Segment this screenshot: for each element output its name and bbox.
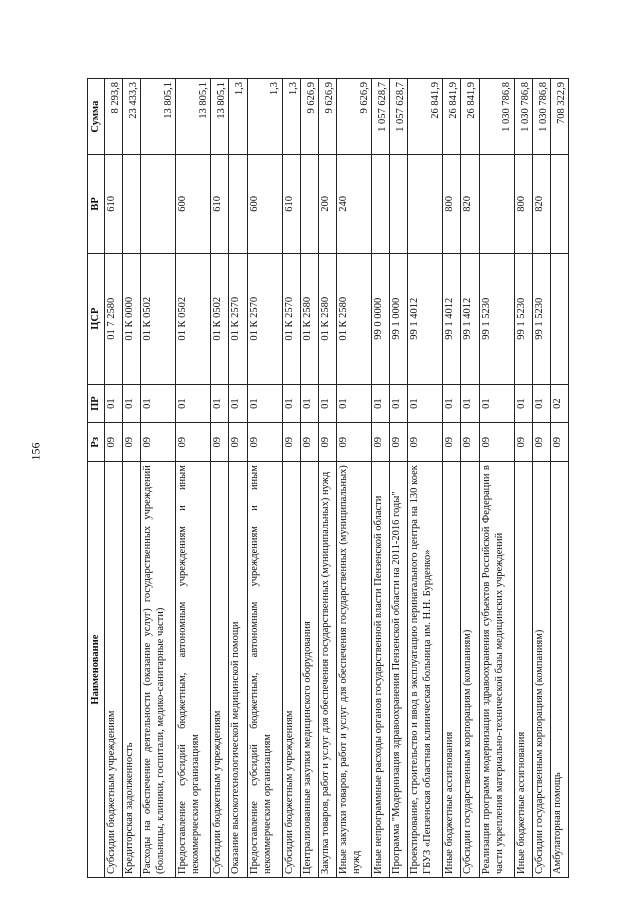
cell-vr: 820 <box>461 155 479 253</box>
cell-pr: 02 <box>550 384 568 423</box>
cell-rz: 09 <box>461 423 479 462</box>
cell-vr: 800 <box>443 155 461 253</box>
table-row <box>318 79 336 878</box>
cell-rz: 09 <box>247 423 282 462</box>
cell-vr <box>371 155 389 253</box>
cell-name: Субсидии государственным корпорациям (компаниям) <box>532 462 550 878</box>
cell-pr: 01 <box>318 384 336 423</box>
cell-vr: 600 <box>247 155 282 253</box>
cell-vr: 240 <box>336 155 371 253</box>
cell-name: Предоставление субсидий бюджетным, автономным учреждениям и иным некоммерческим организациям <box>247 462 282 878</box>
page-number: 156 <box>28 442 43 461</box>
cell-csr: 99 0 0000 <box>371 253 389 384</box>
table-row <box>300 79 318 878</box>
cell-pr: 01 <box>105 384 123 423</box>
cell-vr <box>123 155 141 253</box>
header-vr: ВР <box>88 155 105 253</box>
cell-pr: 01 <box>371 384 389 423</box>
cell-vr: 610 <box>211 155 229 253</box>
cell-rz: 09 <box>408 423 443 462</box>
cell-sum: 1,3 <box>229 79 247 155</box>
cell-csr: 99 1 0000 <box>390 253 408 384</box>
cell-csr: 99 1 5230 <box>532 253 550 384</box>
cell-pr: 01 <box>176 384 211 423</box>
cell-vr <box>479 155 514 253</box>
cell-csr: 01 К 2580 <box>300 253 318 384</box>
cell-pr: 01 <box>123 384 141 423</box>
cell-csr: 99 1 5230 <box>514 253 532 384</box>
cell-rz: 09 <box>300 423 318 462</box>
cell-csr: 99 1 4012 <box>408 253 443 384</box>
table-row <box>229 79 247 878</box>
cell-vr <box>390 155 408 253</box>
cell-name: Централизованные закупки медицинского оборудования <box>300 462 318 878</box>
header-rz: Рз <box>88 423 105 462</box>
cell-pr: 01 <box>390 384 408 423</box>
cell-rz: 09 <box>141 423 176 462</box>
table-row <box>550 79 568 878</box>
cell-csr: 01 К 2580 <box>336 253 371 384</box>
cell-sum: 26 841,9 <box>443 79 461 155</box>
cell-name: Иные бюджетные ассигнования <box>514 462 532 878</box>
cell-sum: 23 433,3 <box>123 79 141 155</box>
cell-sum: 13 805,1 <box>176 79 211 155</box>
table-row <box>211 79 229 878</box>
cell-sum: 9 626,9 <box>336 79 371 155</box>
cell-rz: 09 <box>211 423 229 462</box>
cell-name: Субсидии бюджетным учреждениям <box>105 462 123 878</box>
cell-vr <box>408 155 443 253</box>
cell-csr <box>550 253 568 384</box>
cell-csr: 99 1 5230 <box>479 253 514 384</box>
cell-rz: 09 <box>550 423 568 462</box>
cell-pr: 01 <box>408 384 443 423</box>
cell-sum: 26 841,9 <box>408 79 443 155</box>
header-sum: Сумма <box>88 79 105 155</box>
table-row <box>247 79 282 878</box>
cell-rz: 09 <box>123 423 141 462</box>
cell-sum: 1,3 <box>247 79 282 155</box>
cell-name: Программа "Модернизация здравоохранения Пензенской области на 2011-2016 годы" <box>390 462 408 878</box>
cell-sum: 9 626,9 <box>318 79 336 155</box>
cell-name: Субсидии государственным корпорациям (компаниям) <box>461 462 479 878</box>
table-row <box>176 79 211 878</box>
cell-sum: 1 030 786,8 <box>514 79 532 155</box>
cell-pr: 01 <box>479 384 514 423</box>
header-csr: ЦСР <box>88 253 105 384</box>
cell-sum: 1 030 786,8 <box>532 79 550 155</box>
cell-vr: 800 <box>514 155 532 253</box>
cell-name: Субсидии бюджетным учреждениям <box>211 462 229 878</box>
cell-name: Иные непрограммные расходы органов государственной власти Пензенской области <box>371 462 389 878</box>
cell-csr: 01 К 0502 <box>211 253 229 384</box>
cell-rz: 09 <box>390 423 408 462</box>
cell-vr: 610 <box>282 155 300 253</box>
cell-name: Предоставление субсидий бюджетным, автономным учреждениям и иным некоммерческим организациям <box>176 462 211 878</box>
header-pr: ПР <box>88 384 105 423</box>
table-row <box>532 79 550 878</box>
rotated-page <box>87 78 569 878</box>
cell-csr: 01 К 0502 <box>141 253 176 384</box>
table-row <box>105 79 123 878</box>
cell-pr: 01 <box>336 384 371 423</box>
table-row <box>371 79 389 878</box>
cell-name: Закупка товаров, работ и услуг для обеспечения государственных (муниципальных) нужд <box>318 462 336 878</box>
cell-vr <box>229 155 247 253</box>
cell-vr <box>300 155 318 253</box>
cell-pr: 01 <box>443 384 461 423</box>
cell-pr: 01 <box>461 384 479 423</box>
cell-vr: 600 <box>176 155 211 253</box>
cell-name: Реализация программ модернизации здравоохранения субъектов Российской Федерации в части укрепления материально-технической базы медицинских учреждений <box>479 462 514 878</box>
cell-pr: 01 <box>300 384 318 423</box>
cell-rz: 09 <box>105 423 123 462</box>
cell-csr: 99 1 4012 <box>461 253 479 384</box>
header-name: Наименование <box>88 462 105 878</box>
cell-csr: 01 К 2580 <box>318 253 336 384</box>
cell-vr <box>141 155 176 253</box>
cell-rz: 09 <box>336 423 371 462</box>
cell-rz: 09 <box>176 423 211 462</box>
cell-pr: 01 <box>532 384 550 423</box>
cell-rz: 09 <box>479 423 514 462</box>
cell-sum: 708 322,9 <box>550 79 568 155</box>
cell-vr: 820 <box>532 155 550 253</box>
cell-name: Субсидии бюджетным учреждениям <box>282 462 300 878</box>
table-row <box>336 79 371 878</box>
table-row <box>461 79 479 878</box>
cell-pr: 01 <box>282 384 300 423</box>
cell-name: Амбулаторная помощь <box>550 462 568 878</box>
cell-name: Расходы на обеспечение деятельности (оказание услуг) государственных учреждений (больницы, клиники, госпитали, медико-санитарные части) <box>141 462 176 878</box>
cell-sum: 8 293,8 <box>105 79 123 155</box>
cell-pr: 01 <box>514 384 532 423</box>
cell-name: Оказание высокотехнологической медицинской помощи <box>229 462 247 878</box>
cell-rz: 09 <box>318 423 336 462</box>
cell-rz: 09 <box>532 423 550 462</box>
budget-table <box>87 78 569 878</box>
table-row <box>443 79 461 878</box>
table-row <box>479 79 514 878</box>
cell-csr: 01 К 2570 <box>229 253 247 384</box>
table-row <box>141 79 176 878</box>
cell-csr: 99 1 4012 <box>443 253 461 384</box>
cell-csr: 01 К 0000 <box>123 253 141 384</box>
cell-csr: 01 К 2570 <box>247 253 282 384</box>
cell-sum: 13 805,1 <box>141 79 176 155</box>
cell-rz: 09 <box>371 423 389 462</box>
table-header-row <box>88 79 105 878</box>
cell-sum: 26 841,9 <box>461 79 479 155</box>
table-row <box>390 79 408 878</box>
cell-csr: 01 7 2580 <box>105 253 123 384</box>
cell-csr: 01 К 0502 <box>176 253 211 384</box>
cell-sum: 1 057 628,7 <box>390 79 408 155</box>
cell-sum: 1 057 628,7 <box>371 79 389 155</box>
table-row <box>282 79 300 878</box>
cell-name: Иные закупки товаров, работ и услуг для обеспечения государственных (муниципальных) нужд <box>336 462 371 878</box>
cell-pr: 01 <box>141 384 176 423</box>
cell-vr: 200 <box>318 155 336 253</box>
cell-sum: 9 626,9 <box>300 79 318 155</box>
cell-vr <box>550 155 568 253</box>
cell-name: Кредиторская задолженность <box>123 462 141 878</box>
cell-pr: 01 <box>247 384 282 423</box>
cell-csr: 01 К 2570 <box>282 253 300 384</box>
cell-name: Иные бюджетные ассигнования <box>443 462 461 878</box>
cell-rz: 09 <box>229 423 247 462</box>
table-row <box>408 79 443 878</box>
cell-vr: 610 <box>105 155 123 253</box>
cell-rz: 09 <box>443 423 461 462</box>
cell-pr: 01 <box>211 384 229 423</box>
cell-pr: 01 <box>229 384 247 423</box>
cell-sum: 1 030 786,8 <box>479 79 514 155</box>
cell-rz: 09 <box>282 423 300 462</box>
table-row <box>514 79 532 878</box>
cell-sum: 13 805,1 <box>211 79 229 155</box>
table-row <box>123 79 141 878</box>
cell-name: Проектирование, строительство и ввод в эксплуатацию перинатального центра на 130 коек ГБУЗ «Пензенская областная клиническая больница им. Н.Н. Бурденко» <box>408 462 443 878</box>
cell-sum: 1,3 <box>282 79 300 155</box>
cell-rz: 09 <box>514 423 532 462</box>
